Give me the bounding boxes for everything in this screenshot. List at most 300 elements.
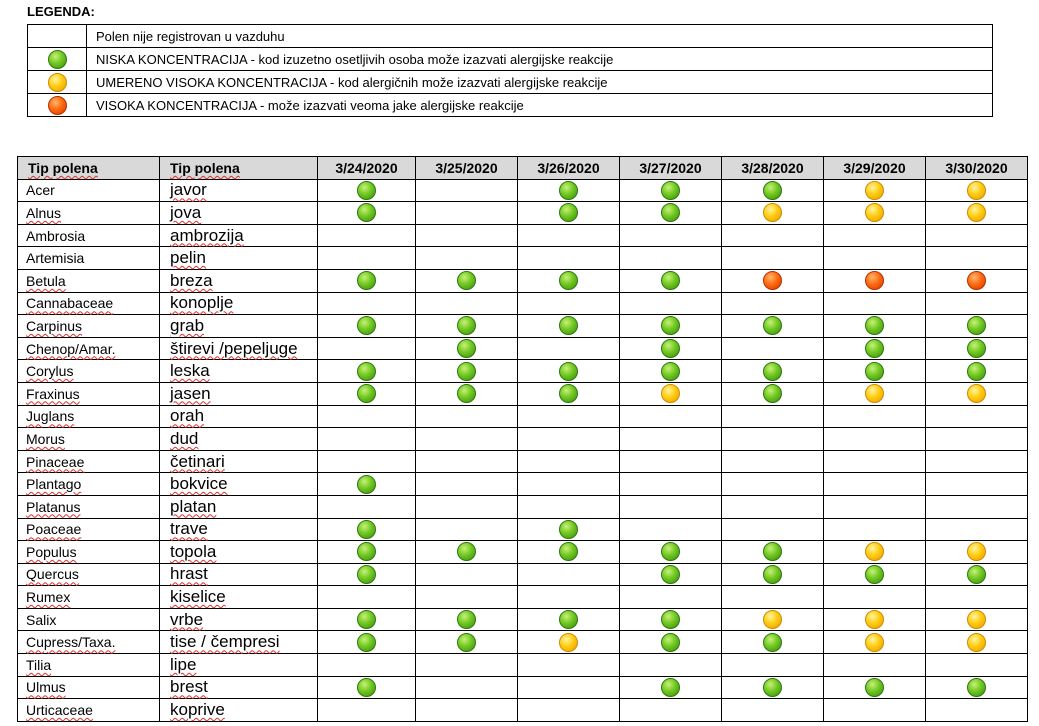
latin-name: Salix xyxy=(18,608,160,631)
level-cell xyxy=(824,518,926,541)
level-cell xyxy=(416,269,518,292)
level-cell xyxy=(620,586,722,609)
green-dot-icon xyxy=(661,271,680,290)
level-cell xyxy=(722,224,824,247)
table-row xyxy=(18,428,1028,451)
level-cell xyxy=(318,495,416,518)
level-cell xyxy=(318,269,416,292)
latin-name: Pinaceae xyxy=(18,450,160,473)
table-row xyxy=(18,224,1028,247)
level-cell xyxy=(416,473,518,496)
level-cell xyxy=(518,676,620,699)
level-cell xyxy=(722,631,824,654)
level-cell xyxy=(824,495,926,518)
level-cell xyxy=(518,473,620,496)
level-cell xyxy=(824,405,926,428)
local-name: četinari xyxy=(160,450,318,473)
local-name: štirevi /pepeljuge xyxy=(160,337,318,360)
level-cell xyxy=(926,179,1028,202)
local-name: koprive xyxy=(160,699,318,722)
level-cell xyxy=(722,382,824,405)
table-row xyxy=(18,269,1028,292)
table-row xyxy=(18,563,1028,586)
level-cell xyxy=(824,654,926,677)
level-cell xyxy=(722,518,824,541)
table-row xyxy=(18,292,1028,315)
latin-name: Poaceae xyxy=(18,518,160,541)
level-cell xyxy=(620,269,722,292)
level-cell xyxy=(722,699,824,722)
table-row xyxy=(18,179,1028,202)
level-cell xyxy=(416,405,518,428)
orange-dot-icon xyxy=(763,271,782,290)
header-date: 3/26/2020 xyxy=(518,157,620,180)
level-cell xyxy=(318,541,416,564)
green-dot-icon xyxy=(661,633,680,652)
green-dot-icon xyxy=(457,362,476,381)
level-cell xyxy=(824,608,926,631)
local-name: breza xyxy=(160,269,318,292)
latin-name: Morus xyxy=(18,428,160,451)
level-cell xyxy=(722,654,824,677)
latin-name: Plantago xyxy=(18,473,160,496)
green-dot-icon xyxy=(457,542,476,561)
latin-name: Artemisia xyxy=(18,247,160,270)
green-dot-icon xyxy=(559,610,578,629)
green-dot-icon xyxy=(661,316,680,335)
latin-name: Quercus xyxy=(18,563,160,586)
yellow-dot-icon xyxy=(967,610,986,629)
legend-swatch xyxy=(28,48,87,71)
level-cell xyxy=(722,608,824,631)
level-cell xyxy=(620,608,722,631)
level-cell xyxy=(416,495,518,518)
yellow-dot-icon xyxy=(48,73,67,92)
table-row xyxy=(18,608,1028,631)
level-cell xyxy=(722,541,824,564)
green-dot-icon xyxy=(559,542,578,561)
level-cell xyxy=(318,224,416,247)
level-cell xyxy=(518,631,620,654)
level-cell xyxy=(926,292,1028,315)
level-cell xyxy=(416,292,518,315)
level-cell xyxy=(926,315,1028,338)
level-cell xyxy=(620,428,722,451)
table-row xyxy=(18,631,1028,654)
level-cell xyxy=(824,315,926,338)
level-cell xyxy=(416,360,518,383)
yellow-dot-icon xyxy=(967,633,986,652)
level-cell xyxy=(824,541,926,564)
green-dot-icon xyxy=(967,339,986,358)
level-cell xyxy=(824,586,926,609)
header-date: 3/28/2020 xyxy=(722,157,824,180)
level-cell xyxy=(518,269,620,292)
level-cell xyxy=(824,473,926,496)
level-cell xyxy=(620,405,722,428)
latin-name: Betula xyxy=(18,269,160,292)
local-name: topola xyxy=(160,541,318,564)
local-name: bokvice xyxy=(160,473,318,496)
table-row xyxy=(18,247,1028,270)
header-date: 3/27/2020 xyxy=(620,157,722,180)
table-row xyxy=(18,337,1028,360)
latin-name: Platanus xyxy=(18,495,160,518)
level-cell xyxy=(518,428,620,451)
level-cell xyxy=(518,608,620,631)
table-row xyxy=(18,473,1028,496)
green-dot-icon xyxy=(967,678,986,697)
legend-text: Polen nije registrovan u vazduhu xyxy=(87,25,993,48)
level-cell xyxy=(926,247,1028,270)
legend-text: VISOKA KONCENTRACIJA - može izazvati veoma jake alergijske reakcije xyxy=(87,94,993,117)
level-cell xyxy=(722,428,824,451)
level-cell xyxy=(824,428,926,451)
yellow-dot-icon xyxy=(967,542,986,561)
green-dot-icon xyxy=(559,362,578,381)
level-cell xyxy=(722,292,824,315)
level-cell xyxy=(620,382,722,405)
orange-dot-icon xyxy=(967,271,986,290)
green-dot-icon xyxy=(357,362,376,381)
green-dot-icon xyxy=(559,384,578,403)
level-cell xyxy=(416,382,518,405)
pollen-table xyxy=(17,156,1028,722)
level-cell xyxy=(824,631,926,654)
level-cell xyxy=(824,360,926,383)
legend-row xyxy=(28,94,993,117)
green-dot-icon xyxy=(661,339,680,358)
green-dot-icon xyxy=(763,384,782,403)
level-cell xyxy=(318,563,416,586)
header-date: 3/24/2020 xyxy=(318,157,416,180)
orange-dot-icon xyxy=(865,271,884,290)
level-cell xyxy=(620,563,722,586)
level-cell xyxy=(318,337,416,360)
local-name: trave xyxy=(160,518,318,541)
level-cell xyxy=(518,654,620,677)
level-cell xyxy=(722,337,824,360)
green-dot-icon xyxy=(865,316,884,335)
green-dot-icon xyxy=(763,678,782,697)
latin-name: Cannabaceae xyxy=(18,292,160,315)
level-cell xyxy=(416,541,518,564)
green-dot-icon xyxy=(357,271,376,290)
level-cell xyxy=(722,495,824,518)
green-dot-icon xyxy=(357,203,376,222)
green-dot-icon xyxy=(661,542,680,561)
level-cell xyxy=(722,405,824,428)
local-name: ambrozija xyxy=(160,224,318,247)
level-cell xyxy=(620,450,722,473)
level-cell xyxy=(722,247,824,270)
table-row xyxy=(18,382,1028,405)
yellow-dot-icon xyxy=(763,610,782,629)
header-local: Tip polena xyxy=(160,157,318,180)
level-cell xyxy=(926,608,1028,631)
table-row xyxy=(18,202,1028,225)
level-cell xyxy=(926,269,1028,292)
green-dot-icon xyxy=(967,565,986,584)
level-cell xyxy=(926,541,1028,564)
green-dot-icon xyxy=(661,610,680,629)
level-cell xyxy=(926,473,1028,496)
table-row xyxy=(18,495,1028,518)
green-dot-icon xyxy=(763,181,782,200)
latin-name: Chenop/Amar. xyxy=(18,337,160,360)
level-cell xyxy=(620,676,722,699)
table-row xyxy=(18,450,1028,473)
level-cell xyxy=(824,450,926,473)
header-row xyxy=(18,157,1028,180)
level-cell xyxy=(318,315,416,338)
level-cell xyxy=(318,428,416,451)
green-dot-icon xyxy=(661,678,680,697)
level-cell xyxy=(620,541,722,564)
latin-name: Tilia xyxy=(18,654,160,677)
level-cell xyxy=(620,224,722,247)
green-dot-icon xyxy=(763,362,782,381)
green-dot-icon xyxy=(967,362,986,381)
level-cell xyxy=(620,292,722,315)
header-latin: Tip polena xyxy=(18,157,160,180)
level-cell xyxy=(620,699,722,722)
legend-row xyxy=(28,25,993,48)
level-cell xyxy=(318,292,416,315)
local-name: platan xyxy=(160,495,318,518)
green-dot-icon xyxy=(865,678,884,697)
table-row xyxy=(18,518,1028,541)
table-row xyxy=(18,405,1028,428)
level-cell xyxy=(926,563,1028,586)
level-cell xyxy=(318,518,416,541)
green-dot-icon xyxy=(457,633,476,652)
local-name: javor xyxy=(160,179,318,202)
yellow-dot-icon xyxy=(967,181,986,200)
local-name: leska xyxy=(160,360,318,383)
legend-table xyxy=(27,24,993,117)
level-cell xyxy=(518,382,620,405)
level-cell xyxy=(926,495,1028,518)
level-cell xyxy=(518,541,620,564)
legend-swatch xyxy=(28,25,87,48)
local-name: lipe xyxy=(160,654,318,677)
latin-name: Fraxinus xyxy=(18,382,160,405)
green-dot-icon xyxy=(357,542,376,561)
yellow-dot-icon xyxy=(865,542,884,561)
green-dot-icon xyxy=(661,362,680,381)
level-cell xyxy=(722,563,824,586)
green-dot-icon xyxy=(357,181,376,200)
green-dot-icon xyxy=(865,565,884,584)
level-cell xyxy=(620,473,722,496)
level-cell xyxy=(518,202,620,225)
green-dot-icon xyxy=(457,610,476,629)
green-dot-icon xyxy=(357,610,376,629)
level-cell xyxy=(416,631,518,654)
level-cell xyxy=(318,699,416,722)
level-cell xyxy=(926,518,1028,541)
level-cell xyxy=(318,676,416,699)
yellow-dot-icon xyxy=(865,181,884,200)
level-cell xyxy=(620,315,722,338)
yellow-dot-icon xyxy=(661,384,680,403)
level-cell xyxy=(926,360,1028,383)
level-cell xyxy=(318,179,416,202)
yellow-dot-icon xyxy=(967,384,986,403)
table-row xyxy=(18,315,1028,338)
green-dot-icon xyxy=(559,203,578,222)
level-cell xyxy=(620,631,722,654)
green-dot-icon xyxy=(661,565,680,584)
level-cell xyxy=(318,631,416,654)
level-cell xyxy=(416,676,518,699)
level-cell xyxy=(318,586,416,609)
level-cell xyxy=(318,450,416,473)
table-row xyxy=(18,541,1028,564)
yellow-dot-icon xyxy=(559,633,578,652)
green-dot-icon xyxy=(357,565,376,584)
level-cell xyxy=(926,428,1028,451)
legend-row xyxy=(28,48,993,71)
level-cell xyxy=(416,224,518,247)
level-cell xyxy=(518,179,620,202)
green-dot-icon xyxy=(763,565,782,584)
level-cell xyxy=(318,405,416,428)
latin-name: Corylus xyxy=(18,360,160,383)
level-cell xyxy=(518,563,620,586)
latin-name: Carpinus xyxy=(18,315,160,338)
level-cell xyxy=(416,586,518,609)
level-cell xyxy=(518,337,620,360)
green-dot-icon xyxy=(357,384,376,403)
yellow-dot-icon xyxy=(865,610,884,629)
green-dot-icon xyxy=(48,50,67,69)
level-cell xyxy=(824,179,926,202)
level-cell xyxy=(620,360,722,383)
level-cell xyxy=(518,495,620,518)
level-cell xyxy=(416,315,518,338)
latin-name: Alnus xyxy=(18,202,160,225)
level-cell xyxy=(926,631,1028,654)
level-cell xyxy=(518,360,620,383)
yellow-dot-icon xyxy=(763,203,782,222)
latin-name: Ambrosia xyxy=(18,224,160,247)
level-cell xyxy=(620,495,722,518)
level-cell xyxy=(518,224,620,247)
green-dot-icon xyxy=(559,520,578,539)
level-cell xyxy=(926,450,1028,473)
level-cell xyxy=(824,269,926,292)
level-cell xyxy=(926,224,1028,247)
level-cell xyxy=(318,360,416,383)
green-dot-icon xyxy=(357,678,376,697)
level-cell xyxy=(824,292,926,315)
green-dot-icon xyxy=(457,316,476,335)
level-cell xyxy=(824,337,926,360)
legend-swatch xyxy=(28,94,87,117)
header-date: 3/25/2020 xyxy=(416,157,518,180)
level-cell xyxy=(620,247,722,270)
green-dot-icon xyxy=(357,633,376,652)
level-cell xyxy=(318,202,416,225)
local-name: orah xyxy=(160,405,318,428)
level-cell xyxy=(620,337,722,360)
level-cell xyxy=(722,473,824,496)
green-dot-icon xyxy=(661,181,680,200)
level-cell xyxy=(824,676,926,699)
header-date: 3/29/2020 xyxy=(824,157,926,180)
header-date: 3/30/2020 xyxy=(926,157,1028,180)
local-name: konoplje xyxy=(160,292,318,315)
level-cell xyxy=(926,382,1028,405)
level-cell xyxy=(926,405,1028,428)
level-cell xyxy=(722,676,824,699)
level-cell xyxy=(416,518,518,541)
level-cell xyxy=(416,699,518,722)
level-cell xyxy=(926,699,1028,722)
green-dot-icon xyxy=(357,520,376,539)
level-cell xyxy=(722,586,824,609)
latin-name: Acer xyxy=(18,179,160,202)
green-dot-icon xyxy=(865,339,884,358)
green-dot-icon xyxy=(559,271,578,290)
green-dot-icon xyxy=(763,633,782,652)
level-cell xyxy=(318,654,416,677)
legend-text: NISKA KONCENTRACIJA - kod izuzetno osetljivih osoba može izazvati alergijske reakcije xyxy=(87,48,993,71)
table-row xyxy=(18,676,1028,699)
level-cell xyxy=(518,518,620,541)
latin-name: Populus xyxy=(18,541,160,564)
level-cell xyxy=(518,315,620,338)
level-cell xyxy=(318,382,416,405)
yellow-dot-icon xyxy=(865,633,884,652)
level-cell xyxy=(318,473,416,496)
level-cell xyxy=(926,202,1028,225)
level-cell xyxy=(824,382,926,405)
level-cell xyxy=(824,202,926,225)
level-cell xyxy=(416,608,518,631)
local-name: tise / čempresi xyxy=(160,631,318,654)
level-cell xyxy=(824,224,926,247)
level-cell xyxy=(518,405,620,428)
level-cell xyxy=(620,654,722,677)
level-cell xyxy=(722,269,824,292)
legend-swatch xyxy=(28,71,87,94)
level-cell xyxy=(722,450,824,473)
level-cell xyxy=(416,450,518,473)
level-cell xyxy=(722,315,824,338)
green-dot-icon xyxy=(357,475,376,494)
local-name: brest xyxy=(160,676,318,699)
local-name: kiselice xyxy=(160,586,318,609)
legend-title: LEGENDA: xyxy=(27,4,95,19)
green-dot-icon xyxy=(457,384,476,403)
level-cell xyxy=(824,563,926,586)
latin-name: Rumex xyxy=(18,586,160,609)
latin-name: Ulmus xyxy=(18,676,160,699)
level-cell xyxy=(722,202,824,225)
local-name: vrbe xyxy=(160,608,318,631)
yellow-dot-icon xyxy=(967,203,986,222)
level-cell xyxy=(416,428,518,451)
latin-name: Cupress/Taxa. xyxy=(18,631,160,654)
green-dot-icon xyxy=(457,339,476,358)
level-cell xyxy=(518,586,620,609)
green-dot-icon xyxy=(763,542,782,561)
green-dot-icon xyxy=(865,362,884,381)
level-cell xyxy=(926,654,1028,677)
